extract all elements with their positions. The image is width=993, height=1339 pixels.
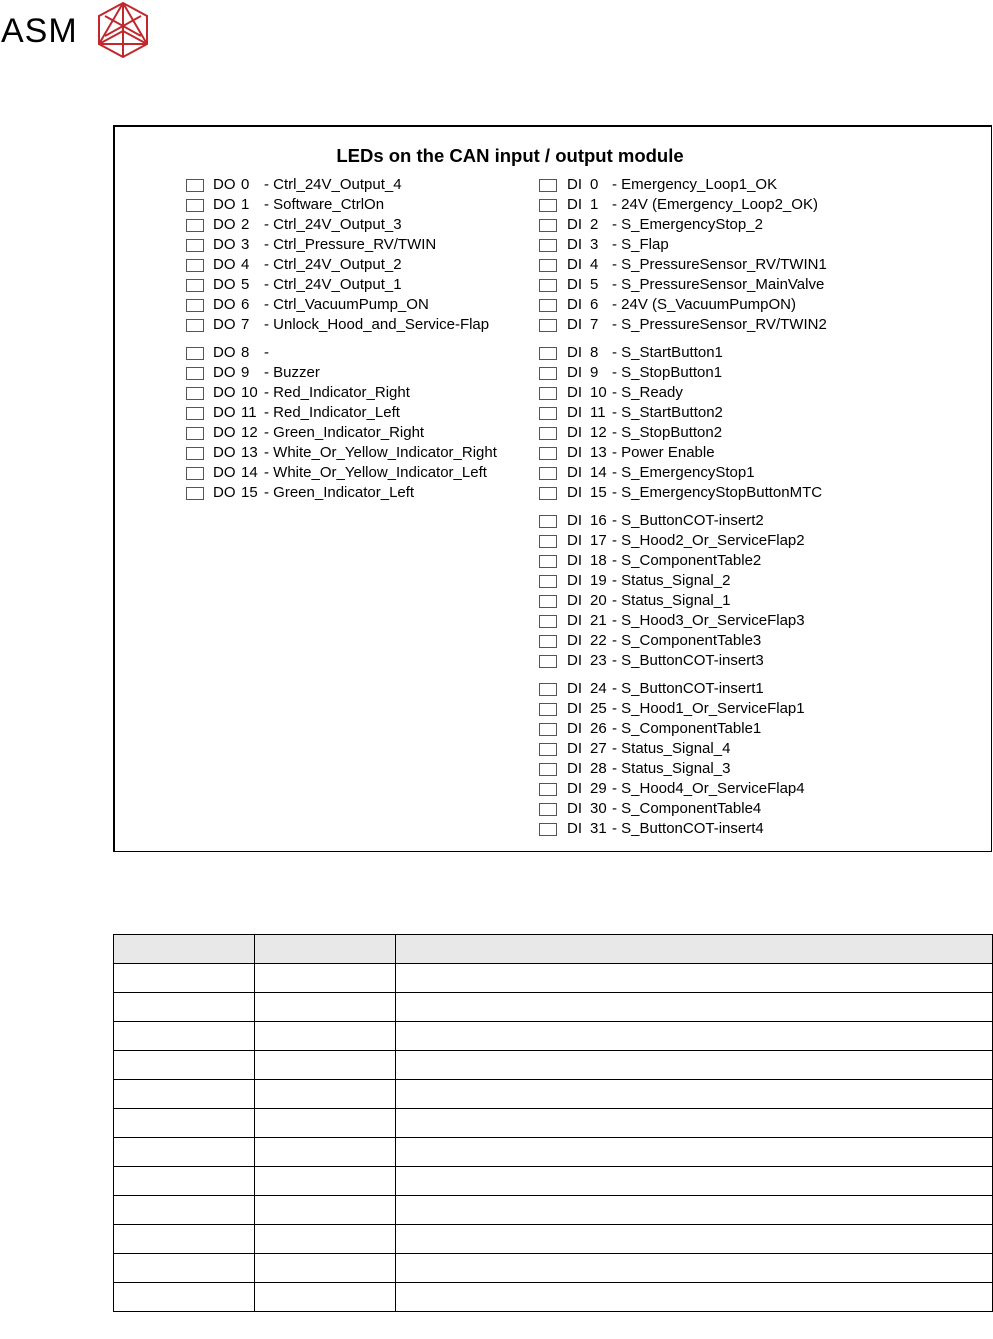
led-checkbox-icon: [539, 703, 557, 716]
led-type: DI: [567, 680, 582, 697]
led-type: DI: [567, 404, 582, 421]
led-number: 19: [590, 572, 607, 589]
led-checkbox-icon: [539, 783, 557, 796]
led-type: DI: [567, 444, 582, 461]
led-number: 1: [241, 196, 250, 213]
led-number: 8: [241, 344, 250, 361]
led-type: DI: [567, 236, 582, 253]
led-checkbox-icon: [186, 447, 204, 460]
led-label: - S_StopButton1: [612, 364, 723, 381]
led-label: - Buzzer: [264, 364, 320, 381]
led-number: 31: [590, 820, 607, 837]
led-label: - Status_Signal_3: [612, 760, 731, 777]
led-type: DO: [213, 464, 236, 481]
table-cell: [255, 993, 396, 1022]
led-label: - S_PressureSensor_MainValve: [612, 276, 825, 293]
led-number: 28: [590, 760, 607, 777]
led-number: 3: [241, 236, 250, 253]
led-label: - S_PressureSensor_RV/TWIN1: [612, 256, 827, 273]
table-cell: [114, 964, 255, 993]
led-label: - S_ComponentTable1: [612, 720, 762, 737]
led-label: - Software_CtrlOn: [264, 196, 385, 213]
led-label: - Power Enable: [612, 444, 715, 461]
led-number: 4: [241, 256, 250, 273]
led-number: 9: [241, 364, 250, 381]
table-cell: [114, 935, 255, 964]
led-type: DO: [213, 444, 236, 461]
table-cell: [255, 1080, 396, 1109]
led-number: 12: [590, 424, 607, 441]
led-number: 14: [590, 464, 607, 481]
led-type: DO: [213, 364, 236, 381]
led-checkbox-icon: [539, 199, 557, 212]
led-type: DI: [567, 464, 582, 481]
table-cell: [114, 993, 255, 1022]
led-checkbox-icon: [186, 407, 204, 420]
led-number: 18: [590, 552, 607, 569]
led-number: 17: [590, 532, 607, 549]
led-number: 24: [590, 680, 607, 697]
led-label: - S_ButtonCOT-insert3: [612, 652, 764, 669]
led-label: - Ctrl_24V_Output_2: [264, 256, 402, 273]
table-row: [114, 1080, 993, 1109]
led-number: 29: [590, 780, 607, 797]
table-row: [114, 1051, 993, 1080]
led-label: - Green_Indicator_Right: [264, 424, 425, 441]
led-number: 25: [590, 700, 607, 717]
table-cell: [396, 993, 993, 1022]
led-checkbox-icon: [539, 407, 557, 420]
led-number: 30: [590, 800, 607, 817]
logo-text: ASM: [1, 12, 78, 50]
led-number: 26: [590, 720, 607, 737]
led-checkbox-icon: [186, 347, 204, 360]
led-checkbox-icon: [186, 367, 204, 380]
led-number: 0: [241, 176, 250, 193]
led-checkbox-icon: [539, 279, 557, 292]
led-type: DI: [567, 700, 582, 717]
led-number: 6: [590, 296, 599, 313]
led-label: - Status_Signal_4: [612, 740, 731, 757]
table-row: [114, 1225, 993, 1254]
led-number: 6: [241, 296, 250, 313]
table-cell: [396, 1051, 993, 1080]
led-number: 14: [241, 464, 258, 481]
led-number: 23: [590, 652, 607, 669]
led-number: 2: [590, 216, 599, 233]
led-label: - Emergency_Loop1_OK: [612, 176, 778, 193]
led-label: - Ctrl_24V_Output_4: [264, 176, 402, 193]
led-number: 13: [590, 444, 607, 461]
table-cell: [255, 1138, 396, 1167]
table-cell: [396, 1254, 993, 1283]
led-label: - S_EmergencyStop1: [612, 464, 755, 481]
led-type: DI: [567, 740, 582, 757]
table-cell: [114, 1167, 255, 1196]
led-checkbox-icon: [186, 467, 204, 480]
table-header-row: [114, 935, 993, 964]
led-number: 9: [590, 364, 599, 381]
led-checkbox-icon: [539, 447, 557, 460]
table-cell: [255, 1196, 396, 1225]
led-type: DO: [213, 404, 236, 421]
led-type: DI: [567, 512, 582, 529]
led-checkbox-icon: [539, 803, 557, 816]
led-checkbox-icon: [539, 467, 557, 480]
table-cell: [114, 1225, 255, 1254]
led-checkbox-icon: [186, 427, 204, 440]
led-number: 4: [590, 256, 599, 273]
led-label: - 24V (Emergency_Loop2_OK): [612, 196, 818, 213]
led-type: DI: [567, 176, 582, 193]
led-type: DO: [213, 484, 236, 501]
table-cell: [255, 964, 396, 993]
led-checkbox-icon: [186, 299, 204, 312]
led-number: 12: [241, 424, 258, 441]
table-row: [114, 1283, 993, 1312]
led-label: - Ctrl_24V_Output_1: [264, 276, 402, 293]
led-checkbox-icon: [186, 179, 204, 192]
led-label: - White_Or_Yellow_Indicator_Right: [264, 444, 497, 461]
asm-logo: [0, 0, 160, 60]
led-type: DI: [567, 612, 582, 629]
led-label: - S_ButtonCOT-insert1: [612, 680, 764, 697]
led-label: - S_Ready: [612, 384, 683, 401]
led-number: 2: [241, 216, 250, 233]
table-row: [114, 964, 993, 993]
led-checkbox-icon: [186, 387, 204, 400]
led-label: - Unlock_Hood_and_Service-Flap: [264, 316, 490, 333]
led-number: 3: [590, 236, 599, 253]
led-number: 15: [241, 484, 258, 501]
table-cell: [114, 1080, 255, 1109]
led-number: 11: [241, 404, 257, 421]
led-type: DI: [567, 592, 582, 609]
led-label: - S_StartButton1: [612, 344, 723, 361]
led-type: DI: [567, 720, 582, 737]
led-type: DI: [567, 800, 582, 817]
led-type: DO: [213, 196, 236, 213]
table-cell: [396, 1080, 993, 1109]
led-number: 5: [241, 276, 250, 293]
led-label: - S_StartButton2: [612, 404, 723, 421]
table-cell: [255, 1254, 396, 1283]
led-number: 20: [590, 592, 607, 609]
led-label: - S_EmergencyStop_2: [612, 216, 763, 233]
led-label: - Ctrl_Pressure_RV/TWIN: [264, 236, 437, 253]
led-checkbox-icon: [539, 179, 557, 192]
led-type: DO: [213, 256, 236, 273]
led-number: 1: [590, 196, 599, 213]
table-cell: [255, 1109, 396, 1138]
led-checkbox-icon: [186, 259, 204, 272]
led-type: DI: [567, 820, 582, 837]
led-number: 7: [590, 316, 599, 333]
led-checkbox-icon: [539, 427, 557, 440]
table-cell: [255, 1022, 396, 1051]
led-label: - S_ButtonCOT-insert4: [612, 820, 764, 837]
led-label: - S_PressureSensor_RV/TWIN2: [612, 316, 827, 333]
led-label: - Red_Indicator_Right: [264, 384, 410, 401]
table-cell: [396, 1109, 993, 1138]
led-number: 10: [241, 384, 258, 401]
led-type: DI: [567, 344, 582, 361]
table-cell: [255, 1167, 396, 1196]
led-label: - S_StopButton2: [612, 424, 723, 441]
table-row: [114, 1167, 993, 1196]
table-row: [114, 993, 993, 1022]
table-cell: [396, 1167, 993, 1196]
led-type: DI: [567, 424, 582, 441]
empty-table: [113, 934, 993, 1312]
led-checkbox-icon: [539, 615, 557, 628]
led-checkbox-icon: [539, 515, 557, 528]
led-number: 0: [590, 176, 599, 193]
led-type: DI: [567, 760, 582, 777]
led-checkbox-icon: [539, 535, 557, 548]
table-row: [114, 1022, 993, 1051]
table-cell: [255, 1283, 396, 1312]
led-panel: [113, 125, 992, 852]
led-checkbox-icon: [186, 219, 204, 232]
table-row: [114, 1109, 993, 1138]
led-checkbox-icon: [539, 723, 557, 736]
led-type: DI: [567, 652, 582, 669]
led-number: 15: [590, 484, 607, 501]
table-cell: [255, 935, 396, 964]
led-type: DO: [213, 296, 236, 313]
led-checkbox-icon: [539, 259, 557, 272]
led-checkbox-icon: [539, 219, 557, 232]
table-cell: [114, 1254, 255, 1283]
led-checkbox-icon: [539, 387, 557, 400]
led-type: DI: [567, 780, 582, 797]
led-checkbox-icon: [539, 299, 557, 312]
led-label: - Green_Indicator_Left: [264, 484, 415, 501]
table-cell: [396, 935, 993, 964]
led-type: DI: [567, 532, 582, 549]
led-type: DO: [213, 176, 236, 193]
led-label: - Ctrl_VacuumPump_ON: [264, 296, 429, 313]
table-cell: [396, 1022, 993, 1051]
led-type: DI: [567, 384, 582, 401]
led-label: - S_Flap: [612, 236, 669, 253]
led-type: DI: [567, 276, 582, 293]
table-row: [114, 1138, 993, 1167]
led-number: 21: [590, 612, 607, 629]
led-number: 16: [590, 512, 607, 529]
table-cell: [396, 1225, 993, 1254]
led-checkbox-icon: [539, 575, 557, 588]
led-label: - S_Hood1_Or_ServiceFlap1: [612, 700, 805, 717]
led-label: - S_Hood4_Or_ServiceFlap4: [612, 780, 805, 797]
table-cell: [114, 1283, 255, 1312]
logo-emblem-icon: [95, 1, 151, 59]
led-checkbox-icon: [539, 763, 557, 776]
led-type: DI: [567, 632, 582, 649]
led-checkbox-icon: [539, 555, 557, 568]
table-cell: [114, 1138, 255, 1167]
led-checkbox-icon: [539, 367, 557, 380]
led-label: - 24V (S_VacuumPumpON): [612, 296, 796, 313]
led-checkbox-icon: [539, 683, 557, 696]
led-label: - Status_Signal_1: [612, 592, 731, 609]
led-checkbox-icon: [539, 347, 557, 360]
table-cell: [255, 1051, 396, 1080]
led-number: 5: [590, 276, 599, 293]
led-type: DI: [567, 572, 582, 589]
led-type: DI: [567, 196, 582, 213]
led-checkbox-icon: [186, 487, 204, 500]
led-checkbox-icon: [186, 319, 204, 332]
led-type: DO: [213, 424, 236, 441]
led-checkbox-icon: [539, 595, 557, 608]
led-label: - S_Hood2_Or_ServiceFlap2: [612, 532, 805, 549]
led-label: - S_Hood3_Or_ServiceFlap3: [612, 612, 805, 629]
led-type: DI: [567, 316, 582, 333]
led-type: DO: [213, 344, 236, 361]
table-cell: [255, 1225, 396, 1254]
led-type: DI: [567, 364, 582, 381]
led-type: DO: [213, 384, 236, 401]
led-type: DI: [567, 484, 582, 501]
led-type: DI: [567, 296, 582, 313]
table-cell: [114, 1022, 255, 1051]
led-checkbox-icon: [539, 319, 557, 332]
led-type: DO: [213, 236, 236, 253]
led-number: 22: [590, 632, 607, 649]
led-label: - S_ButtonCOT-insert2: [612, 512, 764, 529]
led-checkbox-icon: [539, 823, 557, 836]
led-label: - S_ComponentTable3: [612, 632, 762, 649]
led-label: - White_Or_Yellow_Indicator_Left: [264, 464, 487, 481]
table-cell: [396, 1283, 993, 1312]
led-number: 8: [590, 344, 599, 361]
led-checkbox-icon: [186, 239, 204, 252]
led-checkbox-icon: [539, 635, 557, 648]
led-number: 7: [241, 316, 250, 333]
table-cell: [396, 964, 993, 993]
led-type: DI: [567, 216, 582, 233]
led-label: - Red_Indicator_Left: [264, 404, 400, 421]
led-type: DO: [213, 276, 236, 293]
led-label: - Ctrl_24V_Output_3: [264, 216, 402, 233]
led-type: DO: [213, 216, 236, 233]
led-checkbox-icon: [539, 487, 557, 500]
table-cell: [396, 1138, 993, 1167]
led-checkbox-icon: [186, 279, 204, 292]
led-label: - S_EmergencyStopButtonMTC: [612, 484, 823, 501]
led-label: - S_ComponentTable4: [612, 800, 762, 817]
table-cell: [396, 1196, 993, 1225]
led-type: DI: [567, 256, 582, 273]
led-label: -: [264, 344, 269, 361]
table-cell: [114, 1109, 255, 1138]
table-cell: [114, 1051, 255, 1080]
led-checkbox-icon: [539, 743, 557, 756]
led-checkbox-icon: [539, 655, 557, 668]
led-label: - S_ComponentTable2: [612, 552, 762, 569]
panel-title: LEDs on the CAN input / output module: [336, 145, 684, 166]
led-number: 10: [590, 384, 607, 401]
led-number: 27: [590, 740, 607, 757]
led-label: - Status_Signal_2: [612, 572, 731, 589]
table-row: [114, 1196, 993, 1225]
led-checkbox-icon: [186, 199, 204, 212]
led-checkbox-icon: [539, 239, 557, 252]
led-type: DI: [567, 552, 582, 569]
led-number: 11: [590, 404, 606, 421]
table-row: [114, 1254, 993, 1283]
led-number: 13: [241, 444, 258, 461]
led-type: DO: [213, 316, 236, 333]
table-cell: [114, 1196, 255, 1225]
